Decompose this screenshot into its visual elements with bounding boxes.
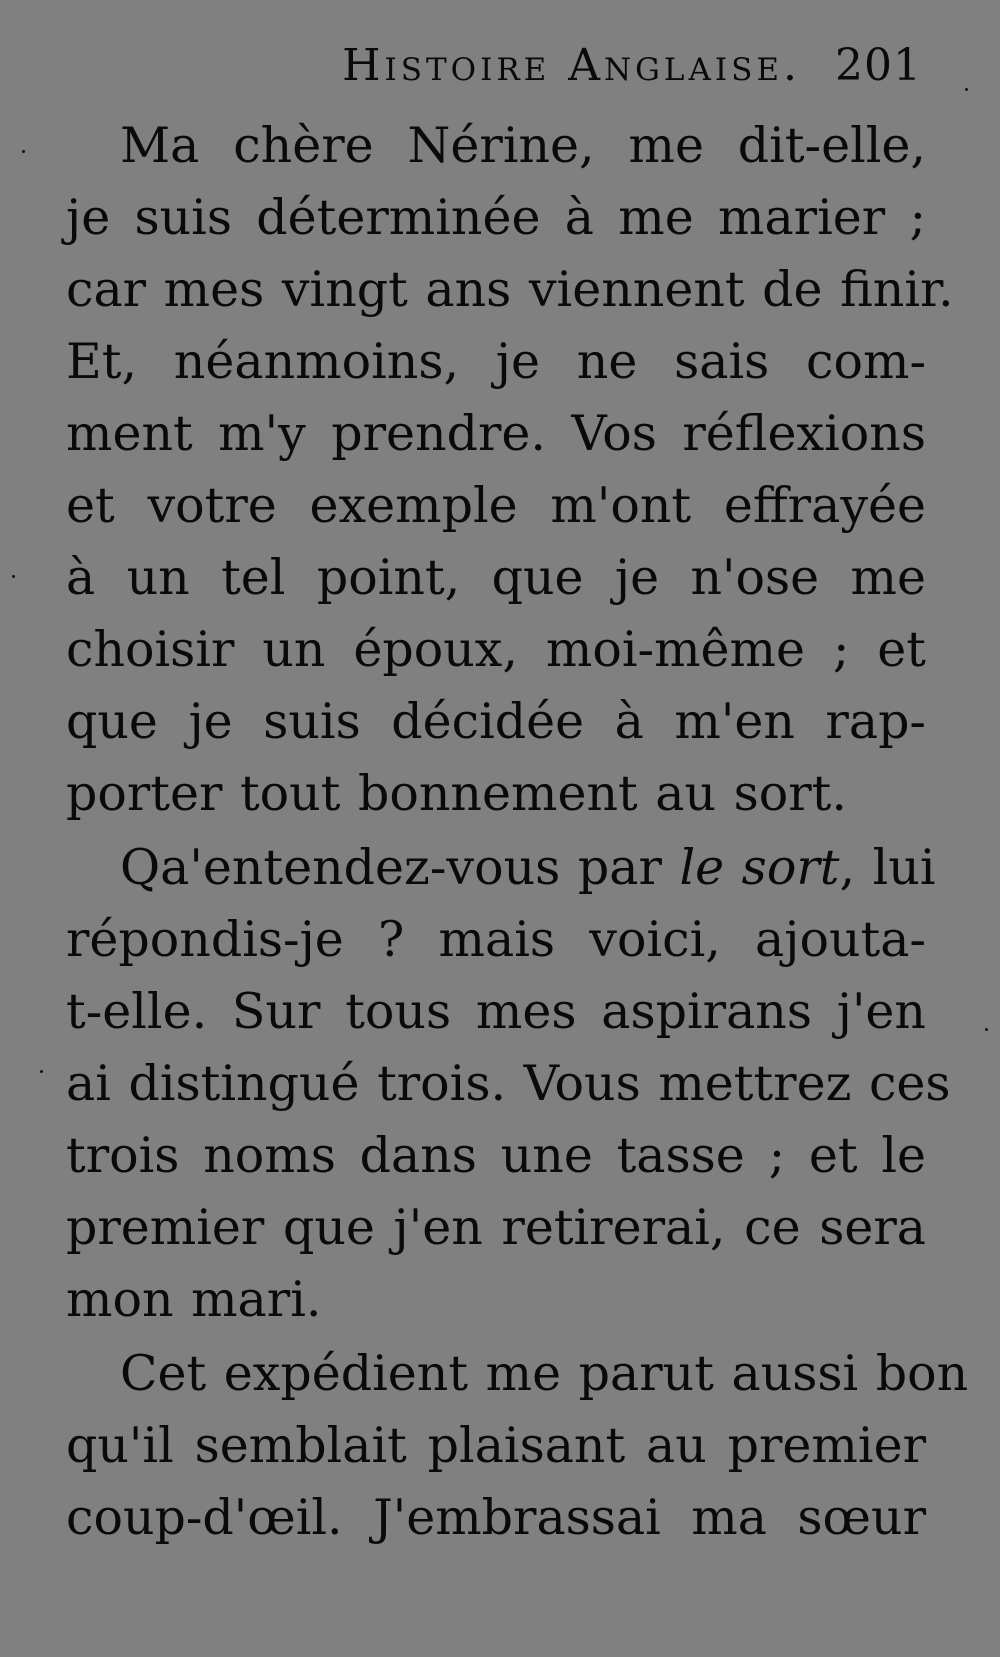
running-head — [66, 40, 926, 110]
paragraph-1 — [66, 110, 954, 830]
text-line: Ma chère Nérine, me dit-elle, — [120, 117, 926, 174]
body-text — [66, 110, 969, 1554]
text-line: ment m'y prendre. Vos réflexions — [66, 405, 926, 462]
scan-speck — [22, 150, 25, 153]
text-line: à un tel point, que je n'ose me — [66, 549, 926, 606]
scan-speck — [965, 88, 968, 91]
paragraph-3 — [66, 1338, 969, 1554]
text-line: qu'il semblait plaisant au premier — [66, 1417, 926, 1474]
running-title: Histoire Anglaise. — [342, 40, 802, 91]
text-line: porter tout bonnement au sort. — [66, 765, 847, 822]
italic-phrase: le sort — [679, 839, 840, 896]
scan-speck — [985, 1028, 988, 1031]
text-line: coup-d'œil. J'embrassai ma sœur — [66, 1489, 926, 1546]
text-line: Cet expédient me parut aussi bon — [120, 1345, 969, 1402]
text-line: car mes vingt ans viennent de finir. — [66, 261, 954, 318]
text-line: premier que j'en retirerai, ce sera — [66, 1199, 926, 1256]
text-line: répondis-je ? mais voici, ajouta- — [66, 911, 926, 968]
text-line — [66, 832, 936, 904]
text-line: Et, néanmoins, je ne sais com- — [66, 333, 926, 390]
paragraph-2 — [66, 832, 951, 1336]
scan-speck — [40, 1070, 43, 1073]
text-run: Qa'entendez-vous par — [120, 839, 680, 896]
text-line: choisir un époux, moi-même ; et — [66, 621, 926, 678]
text-line: t-elle. Sur tous mes aspirans j'en — [66, 983, 926, 1040]
page-number: 201 — [835, 40, 922, 91]
book-page — [66, 40, 969, 1640]
text-run: , lui — [839, 839, 936, 896]
scan-speck — [12, 575, 15, 578]
text-line: mon mari. — [66, 1271, 322, 1328]
text-line: je suis déterminée à me marier ; — [66, 189, 926, 246]
text-line: ai distingué trois. Vous mettrez ces — [66, 1055, 951, 1112]
text-line: que je suis décidée à m'en rap- — [66, 693, 926, 750]
text-line: trois noms dans une tasse ; et le — [66, 1127, 926, 1184]
text-line: et votre exemple m'ont effrayée — [66, 477, 926, 534]
